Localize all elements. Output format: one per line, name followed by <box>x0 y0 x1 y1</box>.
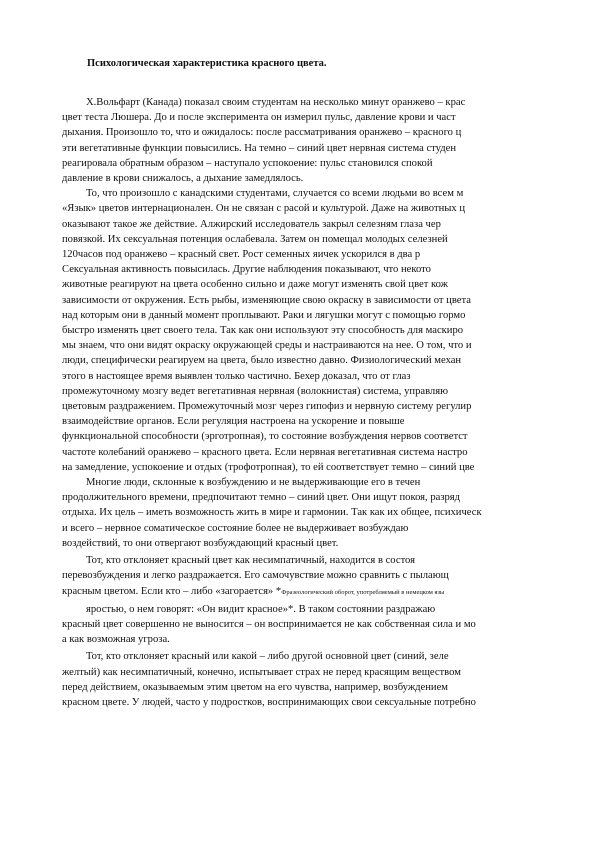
text-line: зависимости от окружения. Есть рыбы, изменяющие свою окраску в зависимости от цвета <box>62 294 471 306</box>
text-line: Тот, кто отклоняет красный цвет как несимпатичный, находится в состоя <box>86 555 416 567</box>
text-line <box>62 584 595 600</box>
text-line: и всего – нервное соматическое состояние более не выдерживает возбуждаю <box>62 522 409 534</box>
text-line: быстро изменять цвет своего тела. Так как они используют эту способность для маскиро <box>62 325 464 337</box>
text-line: мы знаем, что они видят окраску окружающей среды и настраиваются на нее. О том, что и <box>62 340 472 352</box>
text-line: продолжительного времени, предпочитают темно – синий цвет. Они ищут покоя, разряд <box>62 492 461 504</box>
text-segment: красным цветом. Если кто – либо «загорается» <box>62 585 276 597</box>
text-line: реагировала обратным образом – наступало успокоение: пульс становился спокой <box>62 157 433 169</box>
text-line: Тот, кто отклоняет красный или какой – либо другой основной цвет (синий, зеле <box>86 651 449 663</box>
text-line: люди, специфически реагируем на цвета, было известно давно. Физиологический механ <box>62 355 462 367</box>
text-line: красном цвете. У людей, часто у подростков, воспринимающих свои сексуальные потребно <box>62 696 476 708</box>
text-line: частоте колебаний оранжево – красного цвета. Если нервная вегетативная система настро <box>62 446 468 458</box>
text-line: взаимодействие органов. Если регуляция настроена на ускорение и повыше <box>62 416 405 428</box>
text-line: «Язык» цветов интернационален. Он не связан с расой и культурой. Даже на животных ц <box>62 203 465 215</box>
text-line: давление в крови снижалось, а дыхание замедлялось. <box>62 173 304 185</box>
text-line: повязкой. Их сексуальная потенция ослабевала. Затем он помещал молодых селезней <box>62 233 448 245</box>
text-line: функциональной способности (эрготропная), то состояние возбуждения нервов соответст <box>62 431 468 443</box>
text-line: красный цвет совершенно не выносится – он воспринимается не как собственная сила и мо <box>62 618 476 630</box>
text-line: эти вегетативные функции повысились. На темно – синий цвет нервная система студен <box>62 142 457 154</box>
text-line: оказывают такое же действие. Алжирский исследователь закрыл селезням глаза чер <box>62 218 441 230</box>
document-body <box>62 95 595 710</box>
text-line: перевозбуждения и легко раздражается. Его самочувствие можно сравнить с пылающ <box>62 570 449 582</box>
text-line: этого в настоящее время выявлен только частично. Бехер доказал, что от глаз <box>62 370 411 382</box>
text-line: на замедление, успокоение и отдых (трофотропная), то ей соответствует темно – синий цве <box>62 461 475 473</box>
text-line: Х.Вольфарт (Канада) показал своим студентам на несколько минут оранжево – крас <box>86 97 466 108</box>
text-line: 120часов под оранжево – красный свет. Рост семенных яичек ускорился в два р <box>62 249 421 261</box>
text-line: промежуточному мозгу ведет вегетативная нервная (волокнистая) система, управляю <box>62 385 449 397</box>
text-line: перед действием, оказываемым этим цветом на его чувства, например, возбуждением <box>62 681 448 693</box>
text-line: Сексуальная активность повысилась. Другие наблюдения показывают, что некото <box>62 264 431 276</box>
text-line: яростью, о нем говорят: «Он видит красное»*. В таком состоянии раздражаю <box>86 603 436 615</box>
text-line: а как возможная угроза. <box>62 634 170 646</box>
text-line: дыхания. Произошло то, что и ожидалось: после рассматривания оранжево – красного ц <box>62 127 462 139</box>
text-line: Многие люди, склонные к возбуждению и не выдерживающие его в течен <box>86 477 421 489</box>
text-line: желтый) как несимпатичный, конечно, испытывает страх не перед красящим веществом <box>62 666 461 678</box>
text-line: воздействий, то они отвергают возбуждающий красный цвет. <box>62 537 339 549</box>
text-line: То, что произошло с канадскими студентами, случается со всеми людьми во всем м <box>86 188 464 200</box>
text-line: над которым они в данный момент проплывают. Раки и лягушки могут с помощью гормо <box>62 309 466 321</box>
text-line: отдыха. Их цель – иметь возможность жить в мире и гармонии. Так как их общее, психическ <box>62 507 482 519</box>
text-line: животные реагируют на цвета особенно сильно и даже могут изменять свой цвет кож <box>62 279 448 291</box>
text-line: цвет теста Люшера. До и после эксперимента он измерил пульс, давление крови и част <box>62 112 456 124</box>
footnote-text: Фразеологический оборот, употребляемый в немецком язы <box>281 588 445 596</box>
footnote-marker: * <box>275 585 282 597</box>
document-title: Психологическая характеристика красного цвета. <box>87 58 327 69</box>
text-line: цветовым раздражением. Промежуточный мозг через гипофиз и нервную систему регулир <box>62 401 472 413</box>
